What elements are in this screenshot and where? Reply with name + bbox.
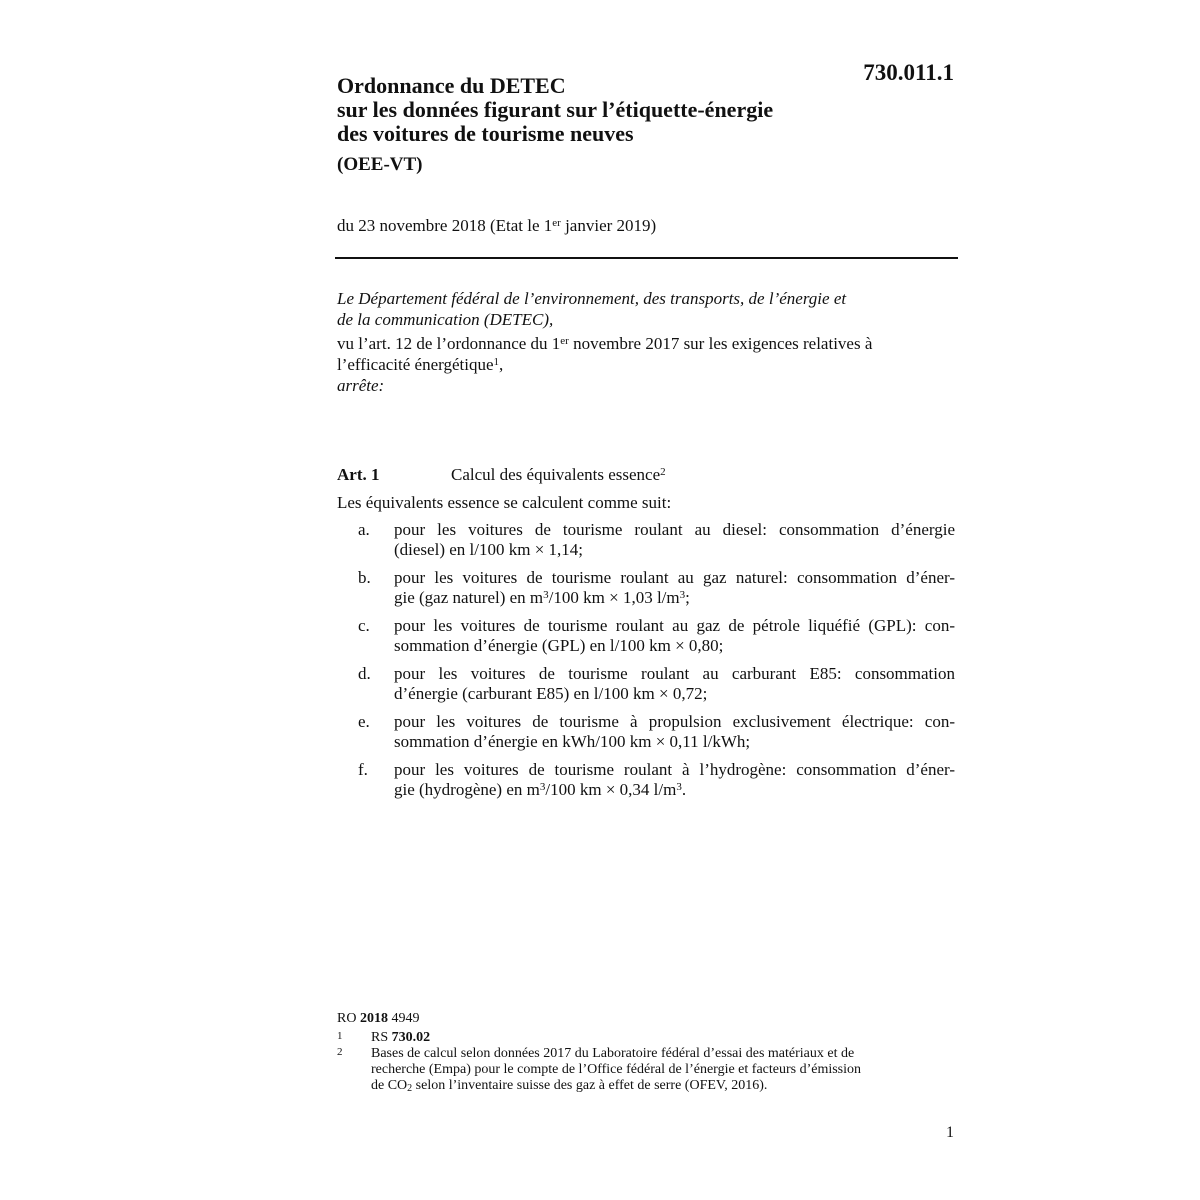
title-line: sur les données figurant sur l’étiquette-énergie [337, 97, 774, 122]
date-suffix: janvier 2019) [560, 216, 657, 235]
item-text: (diesel) en l/100 km × 1,14; [394, 540, 584, 559]
list-item [337, 616, 957, 656]
ordinance-title [337, 74, 857, 146]
ordinance-abbreviation: (OEE-VT) [337, 154, 423, 175]
item-letter: e. [358, 712, 370, 731]
item-text: pour les voitures de tourisme roulant au diesel: consommation d’énergie [394, 520, 955, 539]
footnote-ref-2[interactable]: 2 [660, 466, 666, 478]
footnote-text: recherche (Empa) pour le compte de l’Office fédéral de l’énergie et facteurs d’émission [371, 1062, 862, 1077]
legal-basis-text: vu l’art. 12 de l’ordonnance du 1 [337, 334, 561, 353]
item-letter: c. [358, 616, 370, 635]
title-line: des voitures de tourisme neuves [337, 121, 634, 146]
date-superscript: er [552, 217, 561, 229]
item-text: sommation d’énergie en kWh/100 km × 0,11 l/kWh; [394, 732, 751, 751]
list-item [337, 712, 957, 752]
footnote-2 [337, 1046, 957, 1094]
item-letter: f. [358, 760, 368, 779]
footnote-text: Bases de calcul selon données 2017 du Laboratoire fédéral d’essai des matériaux et de [371, 1046, 855, 1061]
preamble [337, 288, 957, 396]
article-intro: Les équivalents essence se calculent comme suit: [337, 493, 672, 512]
header-divider [335, 257, 958, 259]
item-letter: b. [358, 568, 371, 587]
item-text: sommation d’énergie (GPL) en l/100 km × 0,80; [394, 636, 724, 655]
item-letter: a. [358, 520, 370, 539]
footnote-number: 1 [337, 1030, 343, 1042]
item-text: pour les voitures de tourisme roulant au gaz de pétrole liquéfié (GPL): con- [394, 616, 955, 635]
legal-basis-text: novembre 2017 sur les exigences relatives à [568, 334, 873, 353]
legal-basis-text: l’efficacité énergétique [337, 355, 494, 374]
list-item [337, 664, 957, 704]
article-number: Art. 1 [337, 465, 380, 484]
item-letter: d. [358, 664, 371, 683]
item-text: pour les voitures de tourisme roulant à l’hydrogène: consommation d’éner- [394, 760, 955, 779]
item-text: pour les voitures de tourisme roulant au carburant E85: consommation [394, 664, 955, 683]
footnote-1: 1 RS 730.02 [337, 1030, 431, 1045]
ro-reference: RO 2018 4949 [337, 1011, 420, 1026]
article-heading [337, 465, 666, 485]
item-text: pour les voitures de tourisme roulant au gaz naturel: consommation d’éner- [394, 568, 955, 587]
footnote-number: 2 [337, 1046, 343, 1058]
legal-basis-line [337, 354, 957, 375]
footnote-text: de $CO_2$ selon l’inventaire suisse des gaz à effet de serre (OFEV, 2016). [371, 1078, 768, 1094]
legal-basis-text: , [499, 355, 504, 374]
date-prefix: du 23 novembre 2018 (Etat le 1 [337, 216, 553, 235]
footnotes [337, 1011, 957, 1094]
authority-line: de la communication (DETEC), [337, 310, 554, 329]
sr-number: 730.011.1 [863, 60, 954, 85]
authority-line: Le Département fédéral de l’environnement, des transports, de l’énergie et [337, 289, 847, 308]
item-text: gie (hydrogène) en $m^3/100$ km × 0,34 $l/m^3$. [394, 780, 687, 799]
list-item [337, 760, 957, 800]
decree-word: arrête: [337, 376, 385, 395]
footnote-ref-1[interactable]: 1 [493, 356, 500, 368]
title-line: Ordonnance du DETEC [337, 73, 566, 98]
item-text: gie (gaz naturel) en $m^3/100$ km × 1,03 $l/m^3$; [394, 588, 690, 607]
article-items [337, 520, 957, 808]
item-text: pour les voitures de tourisme à propulsion exclusivement électrique: con- [394, 712, 955, 731]
legal-basis-superscript: er [560, 335, 569, 347]
item-text: d’énergie (carburant E85) en l/100 km × 0,72; [394, 684, 708, 703]
ordinance-date [337, 216, 656, 236]
article-title: Calcul des équivalents essence [451, 465, 661, 484]
legal-basis-line [337, 333, 957, 354]
list-item [337, 520, 957, 560]
page-number: 1 [946, 1124, 954, 1141]
list-item [337, 568, 957, 608]
